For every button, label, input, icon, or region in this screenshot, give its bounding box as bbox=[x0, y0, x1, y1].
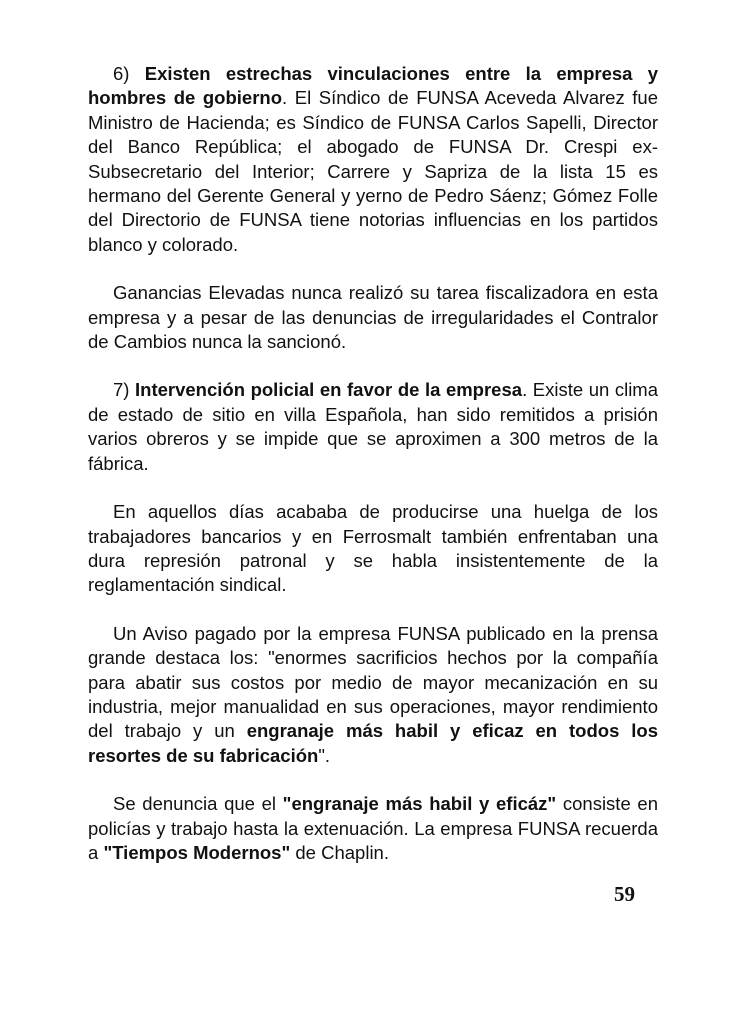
paragraph-text: consiste en policías y trabajo hasta la extenuación. La empresa FUNSA recuerda a bbox=[88, 793, 658, 863]
emphasis-text: engranaje más habil y eficaz en todos los resortes de su fabricación bbox=[88, 720, 658, 766]
paragraph-text: Ganancias Elevadas nunca realizó su tarea fiscalizadora en esta empresa y a pesar de las denuncias de irregularidades el Contralor de Cambios nunca la sancionó. bbox=[88, 282, 658, 353]
emphasis-text: "engranaje más habil y eficáz" bbox=[282, 793, 557, 815]
paragraph-text: . El Síndico de FUNSA Aceveda Alvarez fue Ministro de Hacienda; es Síndico de FUNSA Carlos Sapelli, Director del Banco República; el abogado de FUNSA Dr. Crespi ex-Subsecretario del Interior; Carrere y Sapriza de la lista 15 es hermano del Gerente General y yerno de Pedro Sáenz; Gómez Folle del Directorio de FUNSA tiene notorias influencias en los partidos blanco y colorado. bbox=[88, 87, 658, 255]
section-heading: Intervención policial en favor de la empresa bbox=[135, 379, 523, 401]
paragraph-text: Un Aviso pagado por la empresa FUNSA publicado en la prensa grande destaca los: "enormes sacrificios hechos por la compañía para abatir sus costos por medio de mayor mecanización en su industria, mejor manualidad en sus operaciones, mayor rendimiento del trabajo y un bbox=[88, 622, 658, 742]
paragraph-denuncia bbox=[88, 792, 658, 865]
paragraph-aviso bbox=[88, 622, 658, 768]
paragraph-intervencion bbox=[88, 378, 658, 476]
paragraph-text: ". bbox=[318, 744, 331, 766]
paragraph-huelga bbox=[88, 500, 658, 598]
paragraph-vinculaciones bbox=[88, 62, 658, 257]
paragraph-text: Se denuncia que el bbox=[113, 793, 283, 815]
paragraph-text: En aquellos días acababa de producirse una huelga de los trabajadores bancarios y en Ferrosmalt también enfrentaban una dura represión patronal y se habla insistentemente de la reglamentación sindical. bbox=[88, 501, 658, 596]
page-number: 59 bbox=[614, 882, 635, 906]
emphasis-text: "Tiempos Modernos" bbox=[103, 841, 291, 863]
section-number: 7) bbox=[113, 379, 136, 401]
page-body bbox=[88, 62, 658, 865]
section-heading: Existen estrechas vinculaciones entre la empresa y hombres de gobierno bbox=[88, 63, 658, 109]
paragraph-text: de Chaplin. bbox=[290, 841, 389, 863]
section-number: 6) bbox=[113, 63, 145, 84]
paragraph-text: . Existe un clima de estado de sitio en villa Española, han sido remitidos a prisión varios obreros y se impide que se aproximen a 300 metros de la fábrica. bbox=[88, 379, 659, 474]
paragraph-ganancias bbox=[88, 281, 658, 354]
